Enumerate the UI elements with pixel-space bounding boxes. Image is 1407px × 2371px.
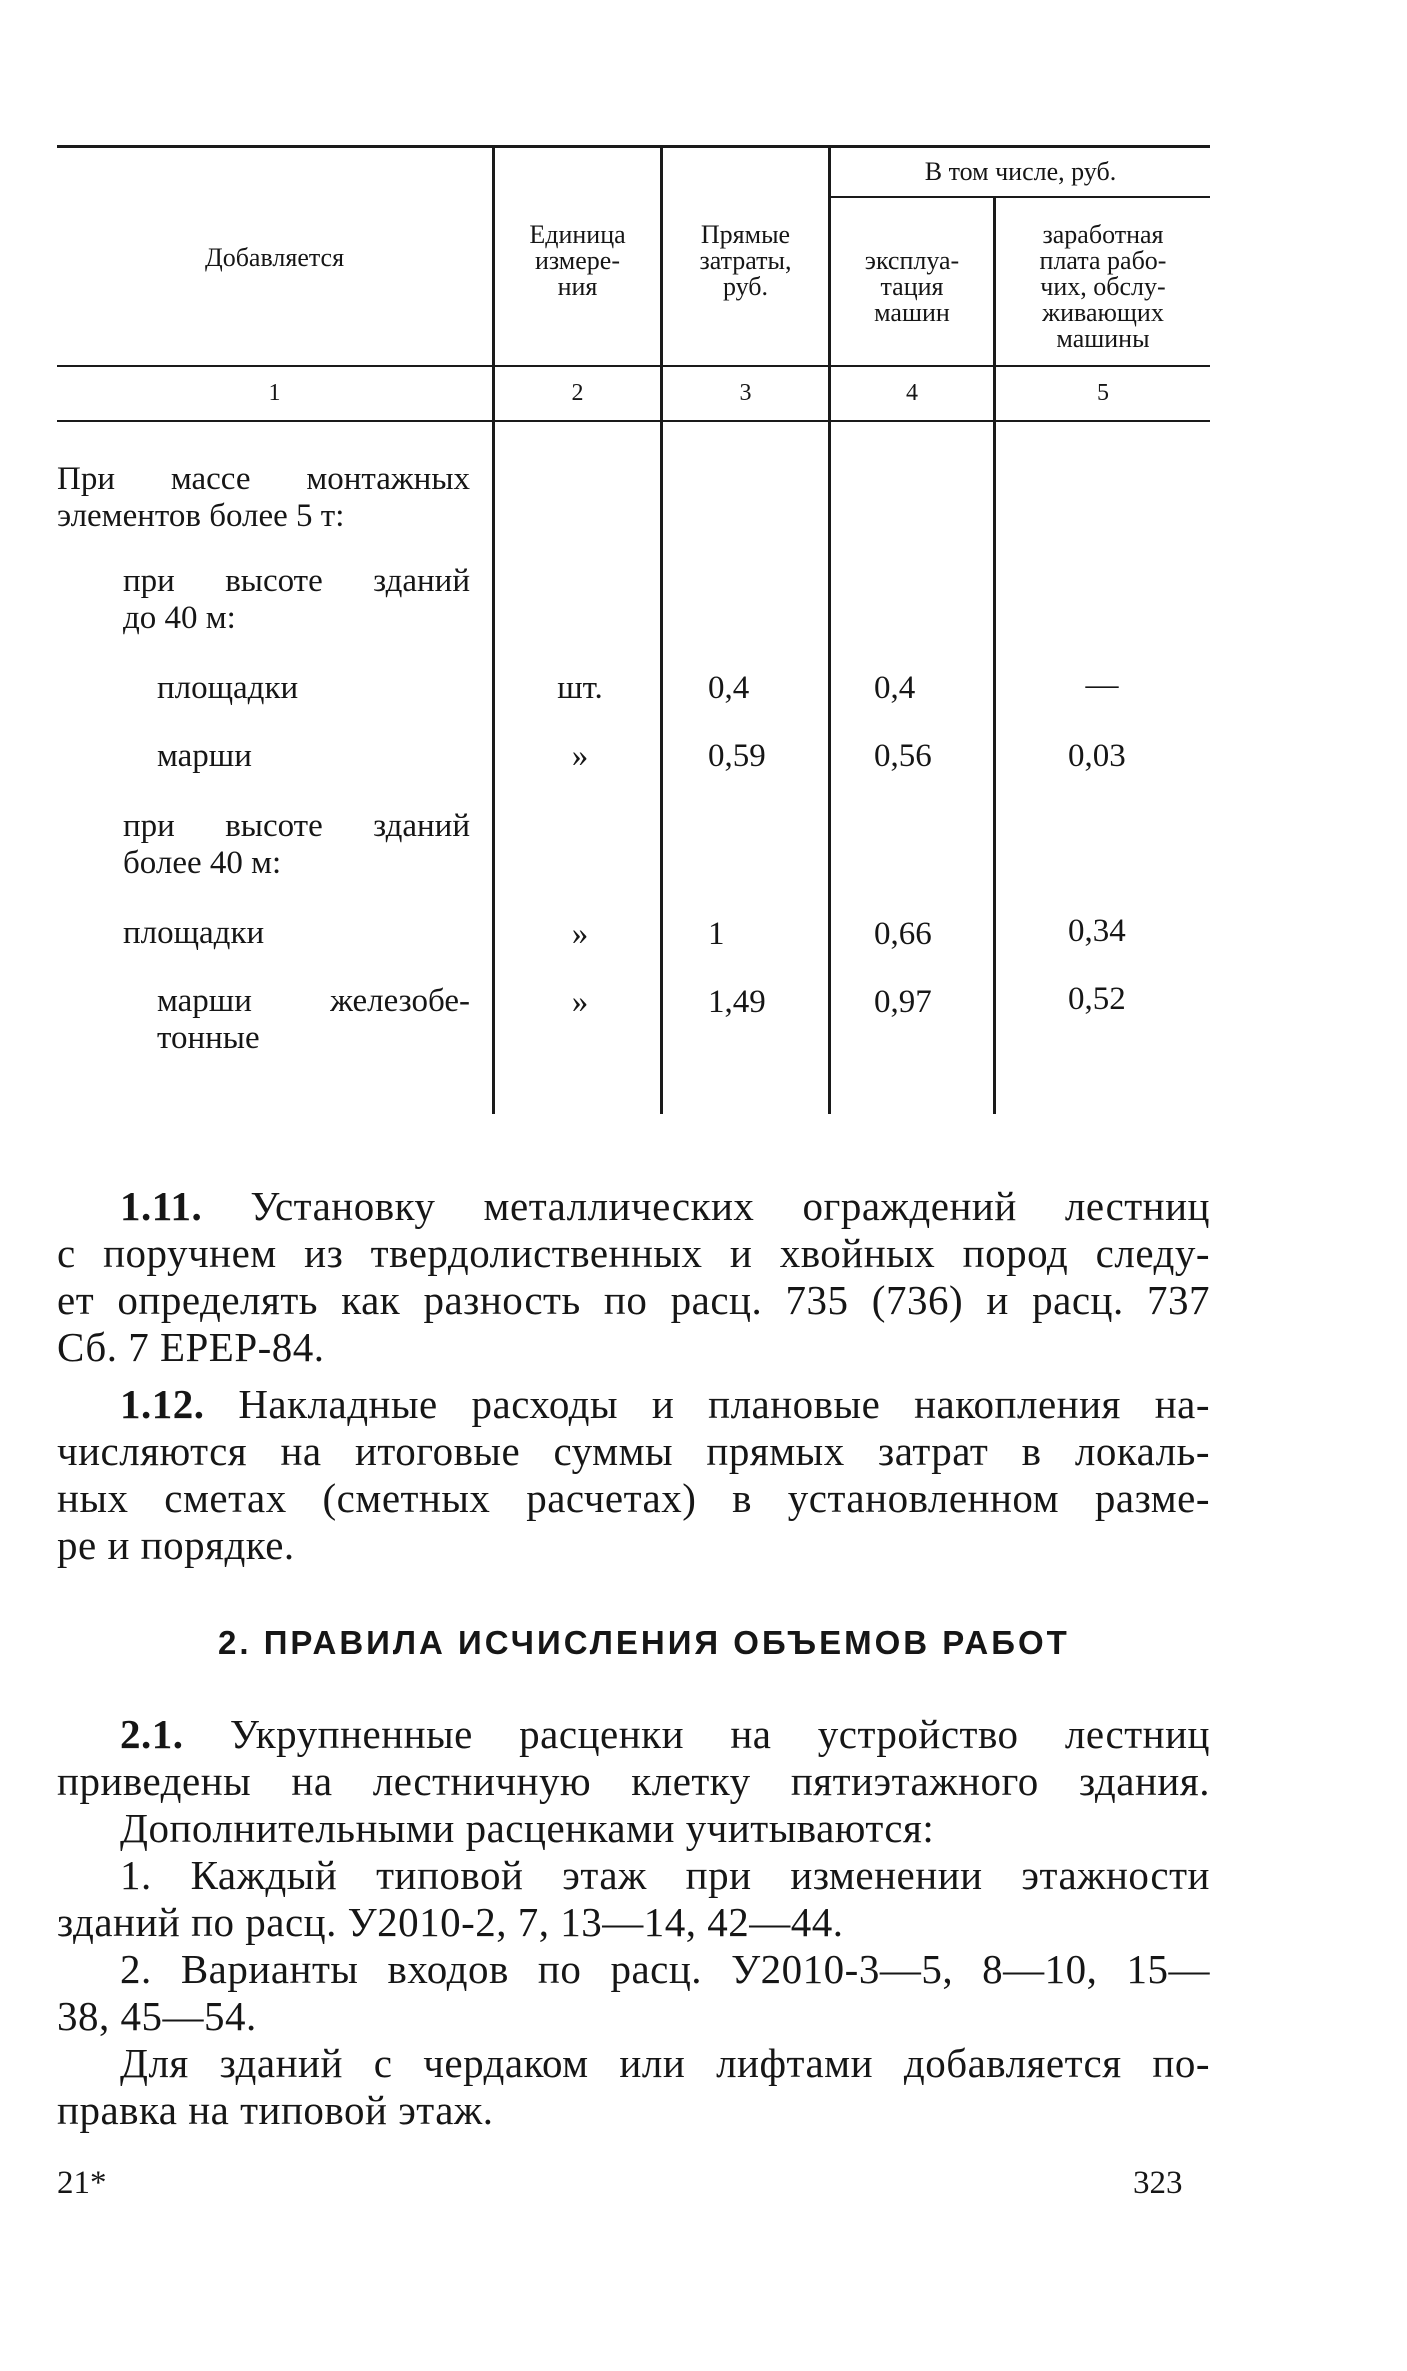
col-number-5: 5 bbox=[1097, 380, 1109, 406]
header-added: Добавляется bbox=[204, 243, 345, 272]
row-unit: » bbox=[571, 916, 589, 952]
row-name: марши bbox=[157, 738, 252, 774]
row-wages: 0,03 bbox=[1068, 738, 1126, 774]
col-number-3: 3 bbox=[739, 380, 752, 406]
row-direct-cost: 0,4 bbox=[708, 670, 750, 706]
paragraph-line: Установку металлических ограждений лестниц bbox=[250, 1183, 1211, 1229]
col-number-2: 2 bbox=[571, 380, 584, 406]
paragraph-line: приведены на лестничную клетку пятиэтажного здания. bbox=[57, 1758, 1210, 1804]
paragraph-line: числяются на итоговые суммы прямых затрат в локаль- bbox=[57, 1428, 1210, 1474]
paragraph-line: ет определять как разность по расц. 735 (736) и расц. 737 bbox=[57, 1277, 1210, 1323]
paragraph-line: Для зданий с чердаком или лифтами добавляется по- bbox=[120, 2040, 1210, 2086]
row-machine-cost: 0,56 bbox=[874, 738, 932, 774]
paragraph-1-11 bbox=[57, 1183, 1210, 1371]
row-direct-cost: 1 bbox=[708, 916, 725, 952]
paragraph-line: ных сметах (сметных расчетах) в установленном разме- bbox=[57, 1475, 1210, 1521]
signature-mark: 21* bbox=[57, 2165, 107, 2201]
paragraph-line: ре и порядке. bbox=[57, 1522, 295, 1568]
row-wages: 0,34 bbox=[1068, 913, 1126, 949]
row-machine-cost: 0,4 bbox=[874, 670, 916, 706]
paragraph-number: 2.1. bbox=[120, 1711, 184, 1757]
paragraph-line: 2. Варианты входов по расц. У2010-3—5, 8—10, 15— bbox=[120, 1946, 1210, 1992]
row-machine-cost: 0,66 bbox=[874, 916, 932, 952]
paragraph-line: 38, 45—54. bbox=[57, 1993, 257, 2039]
row-unit: » bbox=[571, 738, 589, 774]
paragraph-2-1 bbox=[57, 1711, 1210, 2134]
paragraph-line: зданий по расц. У2010-2, 7, 13—14, 42—44. bbox=[57, 1899, 844, 1945]
paragraph-line: Укрупненные расценки на устройство лестниц bbox=[229, 1711, 1210, 1757]
section-heading: 2. ПРАВИЛА ИСЧИСЛЕНИЯ ОБЪЕМОВ РАБОТ bbox=[218, 1624, 1070, 1661]
row-machine-cost: 0,97 bbox=[874, 984, 932, 1020]
row-direct-cost: 1,49 bbox=[708, 984, 766, 1020]
row-name: площадки bbox=[123, 915, 265, 951]
paragraph-line: правка на типовой этаж. bbox=[57, 2087, 494, 2133]
header-machines: эксплуа- тация машин bbox=[864, 246, 960, 327]
row-name: площадки bbox=[157, 670, 299, 706]
colnum-bottom-rule bbox=[57, 420, 1210, 422]
row-unit: шт. bbox=[557, 670, 603, 706]
paragraph-number: 1.12. bbox=[120, 1381, 205, 1427]
paragraph-line: Дополнительными расценками учитываются: bbox=[120, 1805, 935, 1851]
paragraph-line: Накладные расходы и плановые накопления на- bbox=[238, 1381, 1210, 1427]
row-direct-cost: 0,59 bbox=[708, 738, 766, 774]
row-wages: — bbox=[1085, 667, 1119, 703]
paragraph-line: с поручнем из твердолиственных и хвойных пород следу- bbox=[57, 1230, 1210, 1276]
row-name: марши железобе- тонные bbox=[157, 983, 470, 1056]
header-wages: заработная плата рабо- чих, обслу- живающих машины bbox=[1039, 220, 1167, 353]
header-unit: Единица измере- ния bbox=[529, 220, 626, 301]
col-number-4: 4 bbox=[906, 380, 918, 406]
paragraph-line: 1. Каждый типовой этаж при изменении этажности bbox=[120, 1852, 1210, 1898]
header-group-rub: В том числе, руб. bbox=[924, 157, 1117, 186]
header-bottom-rule bbox=[57, 365, 1210, 367]
group-label-height-40: при высоте зданий до 40 м: bbox=[123, 563, 470, 636]
group-header-rule bbox=[829, 196, 1210, 198]
paragraph-line: Сб. 7 ЕРЕР-84. bbox=[57, 1324, 325, 1370]
col-number-1: 1 bbox=[268, 380, 281, 406]
row-unit: » bbox=[571, 984, 589, 1020]
group-label-height-over-40: при высоте зданий более 40 м: bbox=[123, 808, 470, 881]
page-number: 323 bbox=[1133, 2165, 1183, 2201]
paragraph-number: 1.11. bbox=[120, 1183, 203, 1229]
group-label-mass: При массе монтажных элементов более 5 т: bbox=[57, 461, 470, 534]
header-direct-costs: Прямые затраты, руб. bbox=[699, 220, 792, 301]
table-top-rule bbox=[57, 145, 1210, 148]
row-wages: 0,52 bbox=[1068, 981, 1126, 1017]
paragraph-1-12 bbox=[57, 1381, 1210, 1569]
